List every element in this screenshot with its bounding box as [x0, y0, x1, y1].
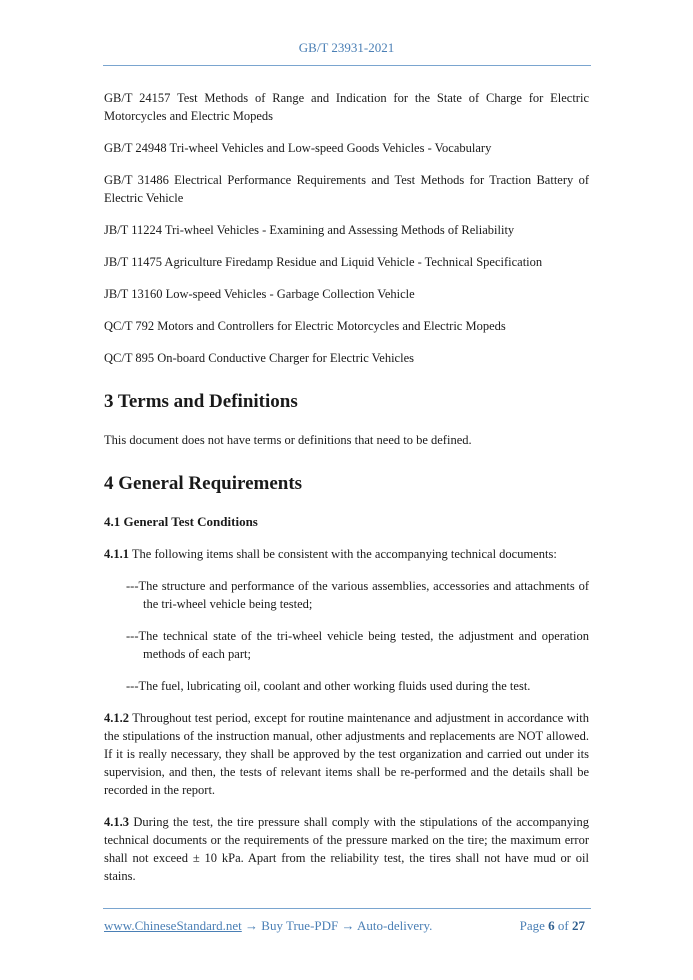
- footer-divider: [103, 908, 591, 909]
- page-total: 27: [572, 918, 585, 933]
- of-label: of: [554, 918, 572, 933]
- clause-number: 4.1.3: [104, 815, 129, 829]
- reference-item: QC/T 792 Motors and Controllers for Electric Motorcycles and Electric Mopeds: [104, 319, 506, 333]
- reference-item: QC/T 895 On-board Conductive Charger for Electric Vehicles: [104, 351, 414, 365]
- clause-number: 4.1.1: [104, 547, 129, 561]
- website-link[interactable]: www.ChineseStandard.net: [104, 918, 242, 933]
- reference-item: JB/T 11475 Agriculture Firedamp Residue and Liquid Vehicle - Technical Specification: [104, 255, 543, 269]
- footer-promo-text: → Buy True-PDF → Auto-delivery.: [241, 918, 433, 933]
- page-header: GB/T 23931-2021: [298, 40, 395, 55]
- clause-text: The following items shall be consistent with the accompanying technical documents:: [129, 547, 557, 561]
- reference-item: GB/T 31486 Electrical Performance Requirements and Test Methods for Traction Battery of Electric Vehicle: [104, 173, 589, 205]
- clause-4-1-3: [104, 813, 589, 885]
- page-indicator: [520, 918, 585, 934]
- reference-item: GB/T 24157 Test Methods of Range and Indication for the State of Charge for Electric Motorcycles and Electric Mopeds: [104, 91, 589, 123]
- clause-text: Throughout test period, except for routine maintenance and adjustment in accordance with the stipulations of the instruction manual, other adjustments and replacements are NOT allowed. If it is really necessary, they shall be approved by the test organization and carried out under its supervision, and then, the tests of relevant items shall be re-performed and the details shall be recorded in the report.: [104, 711, 589, 797]
- reference-item: JB/T 13160 Low-speed Vehicles - Garbage Collection Vehicle: [104, 287, 415, 301]
- page-footer: [104, 918, 589, 934]
- section-3-title: 3 Terms and Definitions: [104, 391, 298, 412]
- references-list: [104, 89, 589, 367]
- page-number: 6: [548, 918, 555, 933]
- header-divider: [103, 65, 591, 66]
- list-item: ---The technical state of the tri-wheel vehicle being tested, the adjustment and operation methods of each part;: [126, 629, 589, 661]
- clause-4-1-1: [104, 545, 589, 563]
- list-item: ---The structure and performance of the various assemblies, accessories and attachments of the tri-wheel vehicle being tested;: [126, 579, 589, 611]
- subsection-4-1-title: 4.1 General Test Conditions: [104, 514, 258, 529]
- reference-item: JB/T 11224 Tri-wheel Vehicles - Examining and Assessing Methods of Reliability: [104, 223, 515, 237]
- section-3-text: This document does not have terms or definitions that need to be defined.: [104, 433, 472, 447]
- clause-number: 4.1.2: [104, 711, 129, 725]
- reference-item: GB/T 24948 Tri-wheel Vehicles and Low-speed Goods Vehicles - Vocabulary: [104, 141, 492, 155]
- list-item: ---The fuel, lubricating oil, coolant and other working fluids used during the test.: [126, 679, 531, 693]
- page-label: Page: [519, 918, 549, 933]
- clause-4-1-2: [104, 709, 589, 799]
- page-content: [104, 89, 589, 899]
- section-4-title: 4 General Requirements: [104, 473, 303, 494]
- clause-text: During the test, the tire pressure shall comply with the stipulations of the accompanying technical documents or the requirements of the pressure marked on the tire; the maximum error shall not exceed ± 10 kPa. Apart from the reliability test, the tires shall not have mud or oil stains.: [104, 815, 589, 883]
